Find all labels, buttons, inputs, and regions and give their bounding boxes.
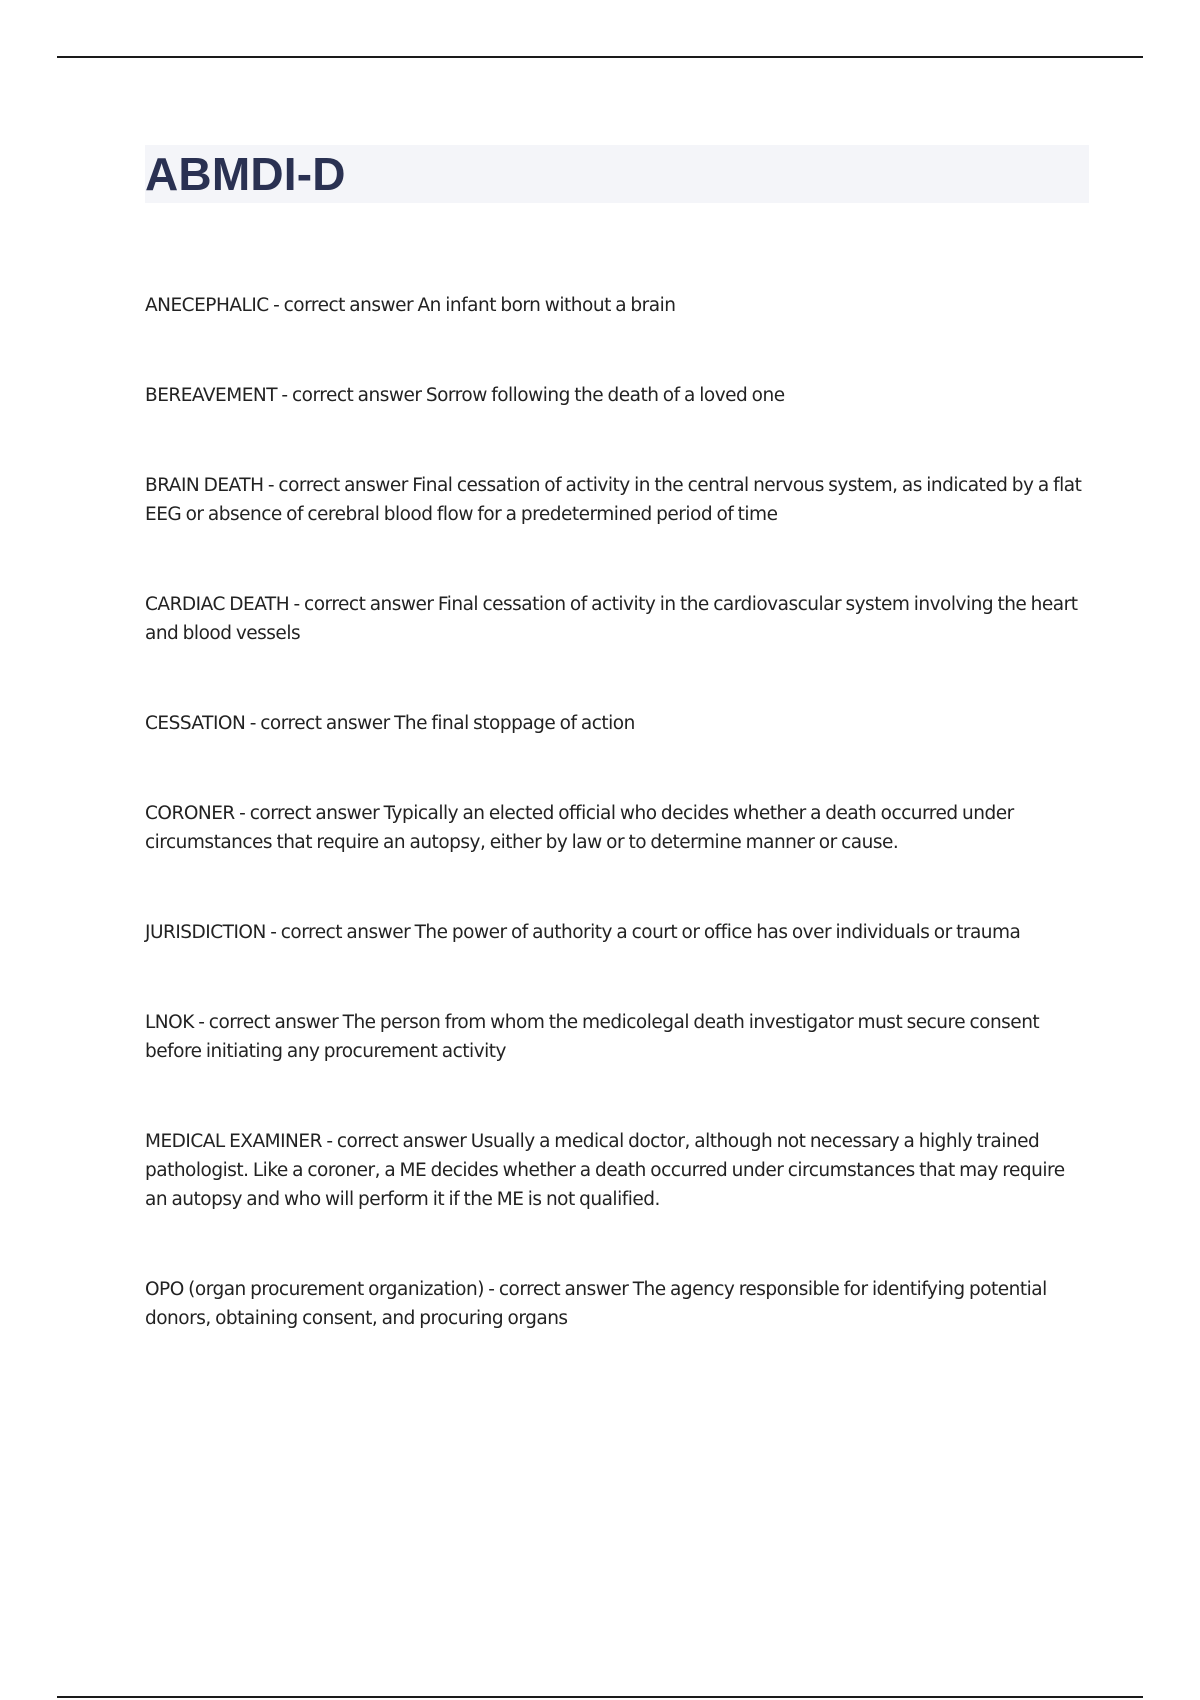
entry-separator: - correct answer xyxy=(245,713,395,734)
definition-entry xyxy=(145,799,1089,857)
entry-term: MEDICAL EXAMINER xyxy=(145,1131,322,1152)
definition-entry xyxy=(145,709,1089,738)
entry-definition: Final cessation of activity in the cardiovascular system involving the heart and blood vessels xyxy=(145,594,1078,644)
entry-definition: The power of authority a court or office has over individuals or trauma xyxy=(414,922,1021,943)
definition-entry xyxy=(145,1008,1089,1066)
entry-term: LNOK xyxy=(145,1012,194,1033)
entry-term: BRAIN DEATH xyxy=(145,475,264,496)
entry-definition: The agency responsible for identifying potential donors, obtaining consent, and procuring organs xyxy=(145,1279,1047,1329)
entry-term: CESSATION xyxy=(145,713,246,734)
page-title: ABMDI-D xyxy=(145,148,346,200)
entry-definition: An infant born without a brain xyxy=(417,295,676,316)
entry-term: OPO (organ procurement organization) xyxy=(145,1279,484,1300)
entry-separator: - correct answer xyxy=(268,295,418,316)
entry-separator: - correct answer xyxy=(263,475,413,496)
definition-entry xyxy=(145,590,1089,648)
entry-separator: - correct answer xyxy=(234,803,384,824)
entry-definition: Final cessation of activity in the central nervous system, as indicated by a flat EEG or absence of cerebral blood flow for a predetermined period of time xyxy=(145,475,1082,525)
entry-term: CARDIAC DEATH xyxy=(145,594,290,615)
entry-separator: - correct answer xyxy=(289,594,438,615)
entry-definition: The final stoppage of action xyxy=(394,713,635,734)
definition-entry xyxy=(145,381,1089,410)
top-rule xyxy=(57,56,1143,58)
entry-definition: Usually a medical doctor, although not necessary a highly trained pathologist. Like a coroner, a ME decides whether a death occurred under circumstances that may require an autopsy and who will perform it if the ME is not qualified. xyxy=(145,1131,1065,1210)
entry-separator: - correct answer xyxy=(483,1279,633,1300)
entry-term: ANECEPHALIC xyxy=(145,295,269,316)
entry-separator: - correct answer xyxy=(193,1012,343,1033)
entry-separator: - correct answer xyxy=(277,385,426,406)
definition-entry xyxy=(145,1275,1089,1333)
entry-separator: - correct answer xyxy=(321,1131,471,1152)
entry-term: CORONER xyxy=(145,803,235,824)
definition-entry xyxy=(145,471,1089,529)
definition-entry xyxy=(145,291,1089,320)
entry-definition: The person from whom the medicolegal death investigator must secure consent before initiating any procurement activity xyxy=(145,1012,1040,1062)
entry-term: BEREAVEMENT xyxy=(145,385,278,406)
entry-term: JURISDICTION xyxy=(145,922,266,943)
entry-definition: Typically an elected official who decides whether a death occurred under circumstances that require an autopsy, either by law or to determine manner or cause. xyxy=(145,803,1014,853)
bottom-rule xyxy=(57,1696,1143,1698)
entry-definition: Sorrow following the death of a loved one xyxy=(425,385,785,406)
definition-list xyxy=(145,291,1089,1394)
definition-entry xyxy=(145,918,1089,947)
entry-separator: - correct answer xyxy=(265,922,415,943)
definition-entry xyxy=(145,1127,1089,1214)
